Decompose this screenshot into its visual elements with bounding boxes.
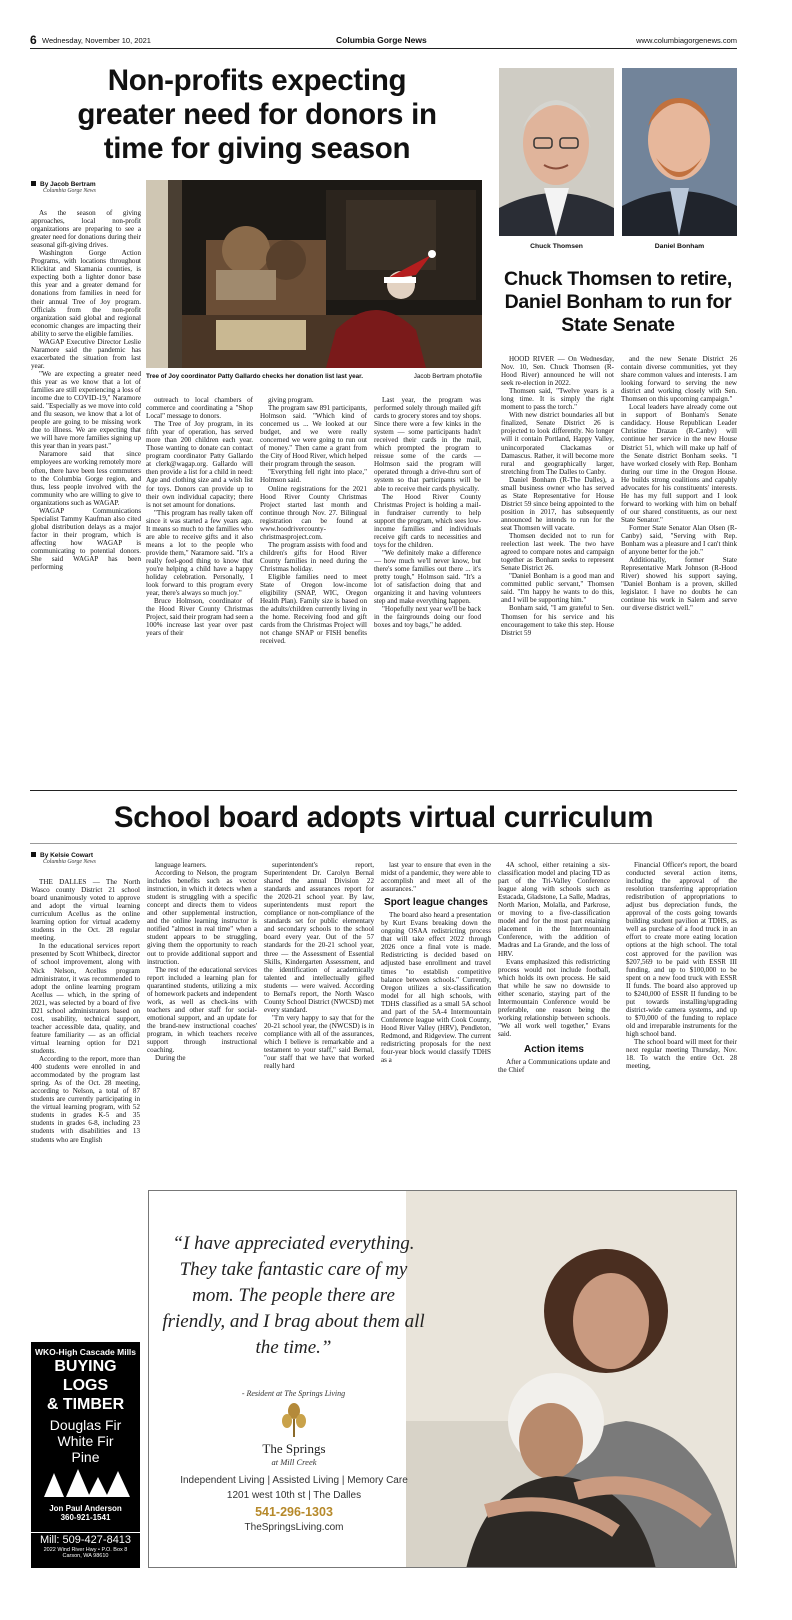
paragraph: THE DALLES — The North Wasco county District 21 school board unanimously voted to approve and adopt the virtual learning curriculum Acellus as the online learning option for virtual academy students in the Oct. 28 regular meeting. [31, 878, 140, 943]
paragraph: With new district boundaries all but finalized, Senate District 26 is projected to look differently. No longer will it contain Portland, Happy Valley, unincorporated Clackamas or Damascus. Rather, it will become more rural and geographically larger, stretching from The Dalles to Canby. [501, 411, 614, 476]
ad-logs-line3: & TIMBER [46, 1396, 125, 1413]
story1-byline-org: Columbia Gorge News [43, 188, 96, 194]
ad-springs-attribution: - Resident at The Springs Living [241, 1389, 346, 1398]
ad-springs-brand-sub: at Mill Creek [271, 1457, 317, 1467]
section-rule [30, 790, 737, 791]
ad-springs-phone[interactable]: 541-296-1303 [255, 1505, 333, 1519]
paragraph: outreach to local chambers of commerce and coordinating a "Shop Local" message to donors. [146, 396, 253, 421]
ad-springs-website[interactable]: TheSpringsLiving.com [244, 1522, 344, 1533]
masthead-rule [30, 48, 737, 49]
paragraph: WAGAP Communications Specialist Tammy Kaufman also cited global distribution delays as a major factor in their program, which is affecting how WAGAP is communicating to potential donors. She said WAGAP has been performing [31, 506, 141, 572]
paragraph: "Hopefully next year we'll be back in the fairgrounds doing our food boxes and toy bags," he added. [374, 605, 481, 630]
story1-headline: Non-profits expecting greater need for donors in time for giving season [77, 64, 437, 165]
story3-headline: School board adopts virtual curriculum [113, 801, 654, 834]
paragraph: language learners. [155, 861, 207, 869]
paragraph: Thomsen decided not to run for reelection last week. The two have agreed to compare notes and campaign together as Bonham seeks to represent Senate District 26. [501, 532, 614, 573]
paragraph: Naramore said that since employees are working remotely more often, there have been less commuters to the Columbia Gorge region, and thus, less people involved with the community who are willing to give to organizations such as WAGAP. [31, 450, 141, 507]
story3-col6 [626, 861, 737, 1181]
pine-trees-icon [36, 1469, 136, 1497]
portrait-bonham [622, 68, 737, 236]
ad-logs-line2: BUYING LOGS [54, 1358, 117, 1394]
story1-byline: By Jacob Bertram Columbia Gorge News [31, 181, 141, 194]
story1-col3 [260, 396, 367, 791]
paragraph: last year to ensure that even in the midst of a pandemic, they were able to accomplish and meet all of the assurances." [381, 861, 491, 894]
paragraph: Local leaders have already come out in support of Bonham's Senate candidacy. House Republican Leader Christine Drazan (R-Canby) will continue her service in the new House District 51, which will make up half of the Senate district Bonham seeks. "I have worked closely with Rep. Bonham during our time in the Oregon House. He builds strong coalitions and capably advocates for his constituents' interests. He has my full support and I look forward to working with him on behalf of our shared constituents, as our next State Senator." [621, 403, 737, 524]
paragraph: In the educational services report presented by Scott Whitbeck, director of school improvement, along with Nick Nelson, Acellus program administrator, it was recommended to adopt the online learning program Acellus — which, in the spring of 2021, was selected by a board of five D21 school administrators based on cost, usability, technical support, teacher accessible data, quality, and feature familiarity — as an official virtual learning option for D21 students. [31, 942, 140, 1055]
paragraph: The program saw 891 participants, Holmson said. "Which kind of concerned us ... We looked at our budget, and we were really concerned we were going to run out of money." Then came a grant from the City of Hood River, which helped their program through the season. [260, 404, 367, 469]
story1-col2 [146, 396, 253, 791]
paper-name: Columbia Gorge News [336, 35, 427, 45]
paragraph: 4A school, either retaining a six-classification model and placing TD as part of the Tri-Valley Conference league along with schools such as Estacada, Gladstone, La Salle, Madras, North Marion, Molalla, and Parkrose, or moving to a five-classification model and for the most part retaining placement in the Intermountain Conference, with the addition of Madras and La Grande, and the loss of HRV. [498, 861, 610, 958]
story1-col4 [374, 396, 481, 791]
paragraph: The Hood River County Christmas Project is holding a mail-in fundraiser currently to help support the program, which sees low-income families and individuals receive gift cards to necessities and toys for the children. [374, 492, 481, 549]
springs-logo-icon [282, 1403, 306, 1437]
story3-col2 [147, 861, 257, 1181]
story2-col2 [621, 355, 737, 785]
paragraph: Former State Senator Alan Olsen (R-Canby) said, "Serving with Rep. Bonham was a pleasure and I can't think of anyone better for the job." [621, 523, 737, 557]
paragraph: The school board will meet for their next regular meeting Thursday, Nov. 18. To watch the entire Oct. 28 meeting, [626, 1038, 737, 1071]
paragraph: "We definitely make a difference — how much we'll never know, but there's some families out there ... it's pretty tough," Holmson said. "It's a lot of satisfaction doing that and organizing it and having volunteers step and make everything happen. [374, 548, 481, 606]
paragraph: Daniel Bonham (R-The Dalles), a small business owner who has served as State Representative for House District 59 since being appointed to the position in 2017, has subsequently announced he intends to run for the seat Thomsen will vacate. [501, 475, 614, 532]
paragraph: Thomsen said, "Twelve years is a long time. It is simply the right moment to pass the torch." [501, 387, 614, 412]
paragraph: The board also heard a presentation by Kurt Evans breaking down the ongoing OSAA redistricting process that will take effect 2022 through 2026 once a final vote is made. Redistricting is decided based on adjusted base enrollment and travel times "to establish competitive balance between schools." Currently, Oregon utilizes a six-classification model for all high schools, with TDHS classified as a small 5A school and part of the 5A-4 Intermountain Conference league with Cook County, Hood River Valley (HRV), Pendleton, Redmond, and Ridgeview. The current redistricting proposals for the next four-year block would classify TDHS as a [381, 911, 491, 1065]
issue-date: Wednesday, November 10, 2021 [42, 36, 151, 45]
ad-logs-address1: 2022 Wind River Hwy • P.O. Box 8 [43, 1547, 128, 1553]
paragraph: Bruce Holmson, coordinator of the Hood River County Christmas Project, said their program had seen a 100% increase last year over past years of their [146, 597, 253, 638]
story1-col1 [31, 209, 141, 809]
paragraph: "Everything fell right into place," Holmson said. [260, 468, 367, 485]
ad-logs-mill-phone[interactable]: Mill: 509-427-8413 [31, 1532, 140, 1547]
story2-photo2-name: Daniel Bonham [654, 243, 705, 250]
story3-col5a [498, 861, 610, 1038]
paragraph: HOOD RIVER — On Wednesday, Nov. 10, Sen. Chuck Thomsen (R-Hood River) announced he will not seek re-election in 2022. [501, 355, 614, 388]
story2-photo-thomsen [499, 68, 614, 236]
masthead [30, 33, 737, 47]
paragraph: The rest of the educational services report included a learning plan for quarantined students, utilizing a mix of homework packets and independent work, as well as check-ins with teachers and other staff for social-emotional support, and an update for the brand-new instructional coaches' program, in which teachers receive support through instructional coaching. [147, 965, 257, 1055]
ad-logs-address2: Carson, WA 98610 [62, 1553, 109, 1559]
story3-col5 [498, 861, 610, 1181]
paragraph: Online registrations for the 2021 Hood River County Christmas Project started last month and continue through Nov. 27. Bilingual registration can be found at www.hoodrivercounty-christmasproject.com. [260, 484, 367, 541]
paragraph: and the new Senate District 26 contain diverse communities, yet they share common values and interests. I am looking forward to serving the new district and working closely with Sen. Thomsen on this upcoming campaign." [621, 355, 737, 404]
paragraph: Bonham said, "I am grateful to Sen. Thomsen for his service and his encouragement to take this step. House District 59 [501, 604, 614, 637]
paragraph: After a Communications update and the Chief [498, 1058, 610, 1075]
ad-logs [31, 1342, 140, 1532]
story3-byline-org: Columbia Gorge News [43, 859, 96, 865]
story3-col4 [381, 861, 491, 1181]
story3-col4a [381, 861, 491, 893]
paragraph: According to the report, more than 400 students were enrolled in and accommodated by the program last spring. As of the Oct. 28 meeting, according to Nelson, a total of 87 students are currently participating in the virtual learning program, with 52 students in grades K-5 and 35 students in grades 6-8, including 23 students with disabilities and 13 students who are English [31, 1055, 140, 1144]
paragraph: Additionally, former State Representative Mark Johnson (R-Hood River) showed his support saying, "Daniel Bonham is a proven, skilled legislator. I have no doubts he can continue his work in Salem and serve our diverse district well." [621, 556, 737, 613]
paragraph: "This program has really taken off since it was started a few years ago. It means so much to the families who are able to receive gifts and it also means a lot to the people who provide them," Naramore said. "It's a really feel-good thing to know that you're helping a child have a happy holiday celebration. Personally, I look forward to this program every year, there's always so much joy." [146, 508, 253, 598]
story3-col3 [264, 861, 374, 1181]
ad-springs-address: 1201 west 10th st | The Dalles [226, 1490, 362, 1501]
story3-rule [30, 843, 737, 844]
paragraph: The program assists with food and children's gifts for Hood River County families in need during the Christmas holiday. [260, 540, 367, 573]
story1-photo-credit: Jacob Bertram photo/file [413, 373, 482, 380]
portrait-thomsen [499, 68, 614, 236]
page-number: 6 [30, 33, 37, 47]
ad-logs-line5: White Fir [57, 1433, 114, 1449]
paragraph: Last year, the program was performed solely through mailed gift cards to grocery stores and toy shops. Since there were a few kinks in the system — some participants hadn't received their cards in the mail, which prompted the program to reissue some of the cards — Holmson said the program will operated through a drive-thru sort of system so that participants will be able to receive their cards physically. [374, 396, 481, 493]
paragraph: giving program. [268, 396, 314, 404]
story2-photo1-name: Chuck Thomsen [530, 243, 583, 250]
ad-logs-line1: WKO-High Cascade Mills [34, 1347, 137, 1357]
paragraph: The Tree of Joy program, in its fifth year of operation, has served more than 200 children each year. Those wanting to donate can contact program coordinator Patty Gallardo at clerk@wagap.org. Gallardo will then provide a list for a child in need: Age and clothing size and a wish list for toys. Donors can provide up to their own individual capacity; there is not set amount for donations. [146, 420, 253, 509]
paragraph: Eligible families need to meet State of Oregon low-income eligibility (SNAP, WIC, Oregon Health Plan). Family size is based on the adults/children currently living in the home. Receiving food and gift cards from the Christmas Project will not change SNAP or FISH benefits received. [260, 573, 367, 646]
byline-square-icon [31, 181, 36, 186]
paragraph: WAGAP Executive Director Leslie Naramore said the pandemic has exacerbated the situation from last year. [31, 337, 141, 370]
paragraph: As the season of giving approaches, local non-profit organizations are preparing to see a greater need for donations during their seasonal gift-giving drives. [31, 209, 141, 250]
byline-square-icon [31, 852, 36, 857]
ad-springs-brand: The Springs [262, 1441, 326, 1456]
ad-logs-contact-name: Jon Paul Anderson [49, 1504, 122, 1513]
story3-subhead-sport: Sport league changes [384, 897, 488, 909]
paragraph: Evans emphasized this redistricting process would not include football, which holds its own process. He said that while he saw no downside to either scenario, staying part of the Intermountain Conference would be preferable, one reason being the working relationship between schools. "We all work well together," Evans said. [498, 957, 610, 1038]
volunteer-photo-illustration [146, 180, 482, 368]
ad-springs [148, 1190, 737, 1568]
story2-photo-bonham [622, 68, 737, 236]
paragraph: "We are expecting a greater need this year as we know that a lot of families are still experiencing a loss of income due to COVID-19," Naramore said. "Especially as we move into cold and flu season, we know that a lot of people are going to be missing work due to illness. We are expecting that we will have more families signing up this year than in years past." [31, 369, 141, 451]
paragraph: Washington Gorge Action Programs, with locations throughout Klickitat and Skamania counties, is expecting both a lighter donor base this year and a greater demand for donations from families in need for their annual Tree of Joy program. Officials from the non-profit organization said global and regional economic changes are impacting their ability to serve the eligible families. [31, 249, 141, 338]
paragraph: "Daniel Bonham is a good man and committed public servant," Thomsen said. "I'm happy he wants to do this, and I will be supporting him." [501, 572, 614, 605]
story3-col5b [498, 1058, 610, 1074]
ad-logs-footer [31, 1532, 140, 1568]
ad-logs-contact-phone[interactable]: 360-921-1541 [60, 1513, 111, 1522]
ad-springs-quote: “I have appreciated everything. They take fantastic care of my mom. The people there are friendly, and I brag about them all the time.” [162, 1233, 425, 1358]
story2-col1 [501, 355, 614, 785]
ad-logs-line6: Pine [71, 1449, 100, 1465]
ad-springs-photo [406, 1191, 736, 1568]
paragraph: According to Nelson, the program includes benefits such as vector instruction, in which it detects when a student is struggling with a specific concept and directs them to videos and other supplemental instruction, and the online learning instructor is notified "almost in real time" when a student appears to be struggling, giving them the opportunity to reach out to provide additional support and instruction. [147, 869, 257, 966]
paragraph: During the [155, 1054, 186, 1063]
story2-headline: Chuck Thomsen to retire, Daniel Bonham to run for State Senate [504, 268, 732, 336]
story3-col1 [31, 878, 140, 1200]
ad-logs-line4: Douglas Fir [49, 1417, 122, 1433]
story3-byline: By Kelsie Cowart Columbia Gorge News [31, 852, 141, 865]
story1-photo-caption: Tree of Joy coordinator Patty Gallardo checks her donation list last year. [146, 373, 363, 380]
story3-subhead-action: Action items [523, 1044, 584, 1056]
paragraph: superintendent's report, Superintendent Dr. Carolyn Bernal shared the annual Division 22 standards and assurances report for the 2020-21 school year. By law, superintendents must report the compliance or non-compliance of the standards set for public elementary and secondary schools to the school board every year. Out of the 57 standards for the 20-21 school year, three — the Assessment of Essential Skills, Kindergarten Assessment, and the identification of academically talented and intellectually gifted students — were waived. According to Bernal's report, the North Wasco County School District (NWCSD) met every standard. [264, 861, 374, 1014]
paragraph: Financial Officer's report, the board conducted several action items, including the approval of the resolution transferring appropriation redistribution of appropriations to adjust bus depreciation funds, the approval of the costs going towards building student pavilion at TDHS, as well as purchase of a food truck in an effort to create more eating location options at the high school. The total cost approved for the pavilion was $207,569 to be paid with ESSR III funding, and up to $100,000 to be spent on a new food truck with ESSR II funds. The board also approved up to $240,000 of ESSR II funding to be put towards installing/upgrading district-wide camera systems, and up to $70,000 of the funding to replace old and irreparable instruments for the high school band. [626, 861, 737, 1038]
paper-url[interactable]: www.columbiagorgenews.com [636, 36, 737, 45]
story1-photo [146, 180, 482, 368]
ad-springs-services: Independent Living | Assisted Living | Memory Care [180, 1475, 408, 1486]
paragraph: "I'm very happy to say that for the 20-21 school year, the (NWCSD) is in compliance with all of the assurances, which I believe is remarkable and a testament to your staff," said Bernal, "our staff that we have that worked really hard [264, 1013, 374, 1071]
story3-col4b [381, 911, 491, 1064]
